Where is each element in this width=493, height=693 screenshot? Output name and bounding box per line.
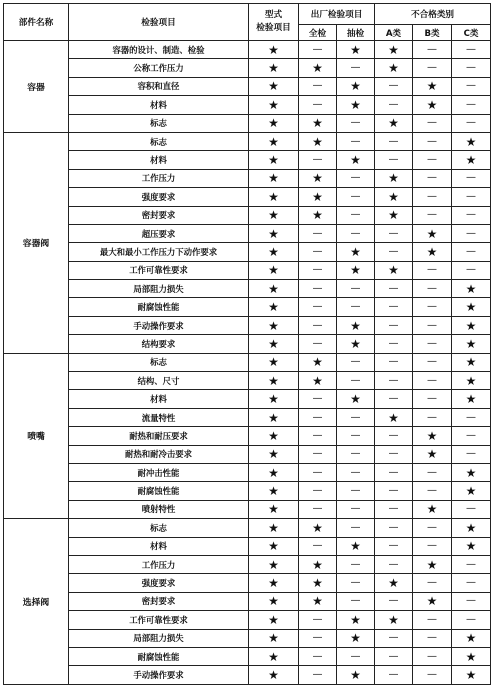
type-test-mark: ★	[249, 96, 299, 114]
item-cell: 标志	[69, 114, 249, 132]
class-a-mark: —	[375, 427, 413, 445]
class-b-mark: —	[413, 629, 452, 647]
table-row	[4, 390, 491, 408]
item-cell: 强度要求	[69, 188, 249, 206]
table-row	[4, 335, 491, 353]
class-c-mark: ★	[452, 316, 491, 334]
type-test-mark: ★	[249, 353, 299, 371]
class-a-mark: —	[375, 500, 413, 518]
class-a-mark: ★	[375, 611, 413, 629]
item-cell: 材料	[69, 151, 249, 169]
item-cell: 耐冲击性能	[69, 463, 249, 481]
class-b-mark: —	[413, 537, 452, 555]
item-cell: 公称工作压力	[69, 59, 249, 77]
type-test-mark: ★	[249, 537, 299, 555]
type-test-mark: ★	[249, 188, 299, 206]
class-a-mark: —	[375, 132, 413, 150]
table-row	[4, 188, 491, 206]
table-row	[4, 482, 491, 500]
class-b-mark: ★	[413, 77, 452, 95]
type-test-mark: ★	[249, 592, 299, 610]
sampling-mark: —	[337, 298, 375, 316]
item-cell: 密封要求	[69, 206, 249, 224]
item-cell: 局部阻力损失	[69, 629, 249, 647]
item-cell: 流量特性	[69, 408, 249, 426]
class-a-mark: —	[375, 96, 413, 114]
table-row	[4, 280, 491, 298]
class-a-mark: —	[375, 77, 413, 95]
class-c-mark: ★	[452, 519, 491, 537]
class-a-mark: —	[375, 372, 413, 390]
item-cell: 工作可靠性要求	[69, 261, 249, 279]
class-c-mark: ★	[452, 132, 491, 150]
table-row	[4, 169, 491, 187]
item-cell: 手动操作要求	[69, 666, 249, 684]
type-test-mark: ★	[249, 261, 299, 279]
class-b-mark: —	[413, 482, 452, 500]
table-row	[4, 408, 491, 426]
full-check-mark: —	[299, 408, 337, 426]
class-c-mark: ★	[452, 537, 491, 555]
type-test-mark: ★	[249, 372, 299, 390]
class-c-mark: —	[452, 41, 491, 59]
class-c-mark: ★	[452, 463, 491, 481]
item-cell: 工作可靠性要求	[69, 611, 249, 629]
sampling-mark: —	[337, 353, 375, 371]
full-check-mark: ★	[299, 206, 337, 224]
sampling-mark: ★	[337, 611, 375, 629]
table-row	[4, 463, 491, 481]
item-cell: 工作压力	[69, 169, 249, 187]
sampling-mark: —	[337, 206, 375, 224]
type-test-mark: ★	[249, 445, 299, 463]
type-test-mark: ★	[249, 647, 299, 665]
type-test-mark: ★	[249, 519, 299, 537]
class-c-mark: ★	[452, 666, 491, 684]
full-check-mark: —	[299, 316, 337, 334]
table-row	[4, 666, 491, 684]
table-row	[4, 132, 491, 150]
sampling-mark: ★	[337, 151, 375, 169]
class-c-mark: —	[452, 188, 491, 206]
item-cell: 局部阻力损失	[69, 280, 249, 298]
header-sampling: 抽检	[337, 25, 375, 41]
class-c-mark: ★	[452, 629, 491, 647]
full-check-mark: —	[299, 629, 337, 647]
class-a-mark: —	[375, 482, 413, 500]
type-test-mark: ★	[249, 206, 299, 224]
class-a-mark: ★	[375, 169, 413, 187]
table-row	[4, 519, 491, 537]
class-a-mark: —	[375, 647, 413, 665]
table-row	[4, 574, 491, 592]
class-c-mark: —	[452, 169, 491, 187]
item-cell: 工作压力	[69, 555, 249, 573]
sampling-mark: —	[337, 427, 375, 445]
class-c-mark: —	[452, 96, 491, 114]
item-cell: 结构要求	[69, 335, 249, 353]
sampling-mark: ★	[337, 261, 375, 279]
full-check-mark: ★	[299, 519, 337, 537]
sampling-mark: —	[337, 574, 375, 592]
sampling-mark: ★	[337, 41, 375, 59]
class-a-mark: —	[375, 243, 413, 261]
class-b-mark: —	[413, 372, 452, 390]
class-a-mark: —	[375, 353, 413, 371]
header-item: 检验项目	[69, 4, 249, 41]
type-test-mark: ★	[249, 390, 299, 408]
sampling-mark: ★	[337, 390, 375, 408]
class-c-mark: —	[452, 574, 491, 592]
type-test-mark: ★	[249, 555, 299, 573]
class-c-mark: ★	[452, 280, 491, 298]
full-check-mark: —	[299, 280, 337, 298]
class-b-mark: —	[413, 298, 452, 316]
class-c-mark: —	[452, 261, 491, 279]
type-test-mark: ★	[249, 408, 299, 426]
type-test-mark: ★	[249, 629, 299, 647]
table-row	[4, 592, 491, 610]
class-a-mark: —	[375, 298, 413, 316]
type-test-mark: ★	[249, 574, 299, 592]
table-row	[4, 500, 491, 518]
header-part-name: 部件名称	[4, 4, 69, 41]
sampling-mark: ★	[337, 243, 375, 261]
table-row	[4, 224, 491, 242]
class-a-mark: ★	[375, 114, 413, 132]
full-check-mark: —	[299, 151, 337, 169]
sampling-mark: —	[337, 372, 375, 390]
table-row	[4, 372, 491, 390]
class-a-mark: ★	[375, 59, 413, 77]
class-b-mark: —	[413, 316, 452, 334]
class-c-mark: —	[452, 243, 491, 261]
class-c-mark: —	[452, 114, 491, 132]
class-c-mark: —	[452, 592, 491, 610]
table-row	[4, 611, 491, 629]
sampling-mark: ★	[337, 629, 375, 647]
class-c-mark: ★	[452, 482, 491, 500]
class-a-mark: —	[375, 445, 413, 463]
full-check-mark: ★	[299, 59, 337, 77]
full-check-mark: ★	[299, 555, 337, 573]
table-row	[4, 41, 491, 59]
header-full-check: 全检	[299, 25, 337, 41]
sampling-mark: —	[337, 555, 375, 573]
class-a-mark: ★	[375, 408, 413, 426]
item-cell: 容器的设计、制造、检验	[69, 41, 249, 59]
class-b-mark: ★	[413, 243, 452, 261]
type-test-mark: ★	[249, 482, 299, 500]
full-check-mark: —	[299, 335, 337, 353]
full-check-mark: ★	[299, 169, 337, 187]
class-b-mark: —	[413, 335, 452, 353]
class-c-mark: —	[452, 500, 491, 518]
full-check-mark: —	[299, 463, 337, 481]
sampling-mark: —	[337, 647, 375, 665]
class-c-mark: —	[452, 59, 491, 77]
class-b-mark: ★	[413, 555, 452, 573]
full-check-mark: —	[299, 666, 337, 684]
item-cell: 耐腐蚀性能	[69, 482, 249, 500]
sampling-mark: ★	[337, 96, 375, 114]
table-row	[4, 59, 491, 77]
class-c-mark: —	[452, 408, 491, 426]
class-b-mark: ★	[413, 445, 452, 463]
full-check-mark: —	[299, 537, 337, 555]
class-b-mark: —	[413, 574, 452, 592]
item-cell: 结构、尺寸	[69, 372, 249, 390]
class-a-mark: ★	[375, 41, 413, 59]
full-check-mark: —	[299, 427, 337, 445]
sampling-mark: —	[337, 280, 375, 298]
item-cell: 容积和直径	[69, 77, 249, 95]
class-c-mark: ★	[452, 335, 491, 353]
full-check-mark: —	[299, 41, 337, 59]
class-c-mark: —	[452, 611, 491, 629]
class-a-mark: ★	[375, 574, 413, 592]
header-factory-test: 出厂检验项目	[299, 4, 375, 25]
class-b-mark: ★	[413, 96, 452, 114]
part-name-cell: 喷嘴	[4, 353, 69, 519]
class-c-mark: —	[452, 77, 491, 95]
inspection-table	[3, 3, 491, 685]
item-cell: 材料	[69, 96, 249, 114]
table-row	[4, 77, 491, 95]
item-cell: 喷射特性	[69, 500, 249, 518]
type-test-mark: ★	[249, 463, 299, 481]
item-cell: 超压要求	[69, 224, 249, 242]
table-row	[4, 647, 491, 665]
item-cell: 材料	[69, 390, 249, 408]
table-row	[4, 151, 491, 169]
item-cell: 手动操作要求	[69, 316, 249, 334]
class-b-mark: ★	[413, 427, 452, 445]
sampling-mark: —	[337, 500, 375, 518]
type-test-mark: ★	[249, 427, 299, 445]
type-test-mark: ★	[249, 280, 299, 298]
full-check-mark: —	[299, 390, 337, 408]
class-c-mark: —	[452, 206, 491, 224]
full-check-mark: —	[299, 224, 337, 242]
type-test-mark: ★	[249, 611, 299, 629]
full-check-mark: ★	[299, 114, 337, 132]
full-check-mark: ★	[299, 353, 337, 371]
class-a-mark: —	[375, 629, 413, 647]
class-a-mark: —	[375, 390, 413, 408]
class-a-mark: —	[375, 335, 413, 353]
class-a-mark: —	[375, 592, 413, 610]
table-row	[4, 298, 491, 316]
class-b-mark: —	[413, 611, 452, 629]
full-check-mark: ★	[299, 188, 337, 206]
full-check-mark: —	[299, 445, 337, 463]
type-test-mark: ★	[249, 224, 299, 242]
class-c-mark: ★	[452, 353, 491, 371]
table-row	[4, 261, 491, 279]
type-test-mark: ★	[249, 666, 299, 684]
item-cell: 标志	[69, 353, 249, 371]
part-name-cell: 选择阀	[4, 519, 69, 685]
header-class-a: A类	[375, 25, 413, 41]
class-a-mark: —	[375, 537, 413, 555]
type-test-mark: ★	[249, 335, 299, 353]
class-a-mark: —	[375, 555, 413, 573]
table-row	[4, 96, 491, 114]
type-test-mark: ★	[249, 77, 299, 95]
part-name-cell: 容器阀	[4, 132, 69, 353]
class-b-mark: —	[413, 151, 452, 169]
class-a-mark: —	[375, 316, 413, 334]
class-a-mark: —	[375, 280, 413, 298]
table-row	[4, 353, 491, 371]
sampling-mark: —	[337, 169, 375, 187]
class-c-mark: ★	[452, 647, 491, 665]
table-row	[4, 114, 491, 132]
type-test-mark: ★	[249, 59, 299, 77]
class-b-mark: —	[413, 353, 452, 371]
full-check-mark: ★	[299, 592, 337, 610]
class-b-mark: —	[413, 647, 452, 665]
full-check-mark: —	[299, 261, 337, 279]
type-test-mark: ★	[249, 298, 299, 316]
sampling-mark: ★	[337, 77, 375, 95]
sampling-mark: —	[337, 445, 375, 463]
class-c-mark: —	[452, 555, 491, 573]
full-check-mark: —	[299, 243, 337, 261]
sampling-mark: —	[337, 463, 375, 481]
header-type-test-line1: 型式	[264, 10, 283, 20]
type-test-mark: ★	[249, 41, 299, 59]
type-test-mark: ★	[249, 114, 299, 132]
class-b-mark: —	[413, 519, 452, 537]
full-check-mark: —	[299, 77, 337, 95]
table-row	[4, 427, 491, 445]
table-header	[4, 4, 491, 41]
full-check-mark: —	[299, 298, 337, 316]
item-cell: 标志	[69, 519, 249, 537]
type-test-mark: ★	[249, 132, 299, 150]
sampling-mark: —	[337, 224, 375, 242]
sampling-mark: ★	[337, 666, 375, 684]
table-row	[4, 555, 491, 573]
class-b-mark: —	[413, 114, 452, 132]
sampling-mark: ★	[337, 316, 375, 334]
item-cell: 密封要求	[69, 592, 249, 610]
header-type-test	[249, 4, 299, 41]
class-b-mark: —	[413, 188, 452, 206]
class-b-mark: —	[413, 390, 452, 408]
class-b-mark: —	[413, 463, 452, 481]
class-a-mark: —	[375, 463, 413, 481]
class-b-mark: —	[413, 169, 452, 187]
class-a-mark: ★	[375, 188, 413, 206]
table-body	[4, 41, 491, 685]
full-check-mark: —	[299, 647, 337, 665]
full-check-mark: —	[299, 482, 337, 500]
item-cell: 材料	[69, 537, 249, 555]
header-type-test-line2: 检验项目	[256, 23, 291, 33]
item-cell: 耐热和耐压要求	[69, 427, 249, 445]
item-cell: 标志	[69, 132, 249, 150]
class-b-mark: —	[413, 41, 452, 59]
class-a-mark: —	[375, 224, 413, 242]
type-test-mark: ★	[249, 169, 299, 187]
item-cell: 耐腐蚀性能	[69, 647, 249, 665]
full-check-mark: —	[299, 96, 337, 114]
full-check-mark: —	[299, 500, 337, 518]
header-class-c: C类	[452, 25, 491, 41]
table-row	[4, 206, 491, 224]
sampling-mark: —	[337, 132, 375, 150]
class-b-mark: —	[413, 59, 452, 77]
class-a-mark: —	[375, 666, 413, 684]
item-cell: 耐腐蚀性能	[69, 298, 249, 316]
class-c-mark: —	[452, 445, 491, 463]
header-nonconformity: 不合格类别	[375, 4, 491, 25]
table-row	[4, 316, 491, 334]
table-row	[4, 445, 491, 463]
class-c-mark: ★	[452, 390, 491, 408]
sampling-mark: —	[337, 408, 375, 426]
class-a-mark: ★	[375, 206, 413, 224]
class-b-mark: ★	[413, 224, 452, 242]
class-b-mark: —	[413, 261, 452, 279]
class-c-mark: ★	[452, 372, 491, 390]
class-c-mark: ★	[452, 298, 491, 316]
class-a-mark: —	[375, 519, 413, 537]
class-b-mark: ★	[413, 500, 452, 518]
type-test-mark: ★	[249, 316, 299, 334]
header-class-b: B类	[413, 25, 452, 41]
class-c-mark: —	[452, 224, 491, 242]
class-b-mark: —	[413, 408, 452, 426]
sampling-mark: —	[337, 114, 375, 132]
full-check-mark: —	[299, 611, 337, 629]
class-b-mark: —	[413, 666, 452, 684]
class-b-mark: ★	[413, 592, 452, 610]
full-check-mark: ★	[299, 132, 337, 150]
class-a-mark: —	[375, 151, 413, 169]
class-a-mark: ★	[375, 261, 413, 279]
sampling-mark: ★	[337, 335, 375, 353]
class-b-mark: —	[413, 206, 452, 224]
sampling-mark: —	[337, 188, 375, 206]
table-row	[4, 243, 491, 261]
class-c-mark: ★	[452, 151, 491, 169]
class-c-mark: —	[452, 427, 491, 445]
class-b-mark: —	[413, 132, 452, 150]
item-cell: 强度要求	[69, 574, 249, 592]
sampling-mark: —	[337, 519, 375, 537]
item-cell: 耐热和耐冷击要求	[69, 445, 249, 463]
table-row	[4, 629, 491, 647]
full-check-mark: ★	[299, 574, 337, 592]
type-test-mark: ★	[249, 243, 299, 261]
class-b-mark: —	[413, 280, 452, 298]
item-cell: 最大和最小工作压力下动作要求	[69, 243, 249, 261]
type-test-mark: ★	[249, 500, 299, 518]
sampling-mark: ★	[337, 537, 375, 555]
part-name-cell: 容器	[4, 41, 69, 133]
sampling-mark: —	[337, 592, 375, 610]
sampling-mark: —	[337, 59, 375, 77]
type-test-mark: ★	[249, 151, 299, 169]
full-check-mark: ★	[299, 372, 337, 390]
table-row	[4, 537, 491, 555]
sampling-mark: —	[337, 482, 375, 500]
